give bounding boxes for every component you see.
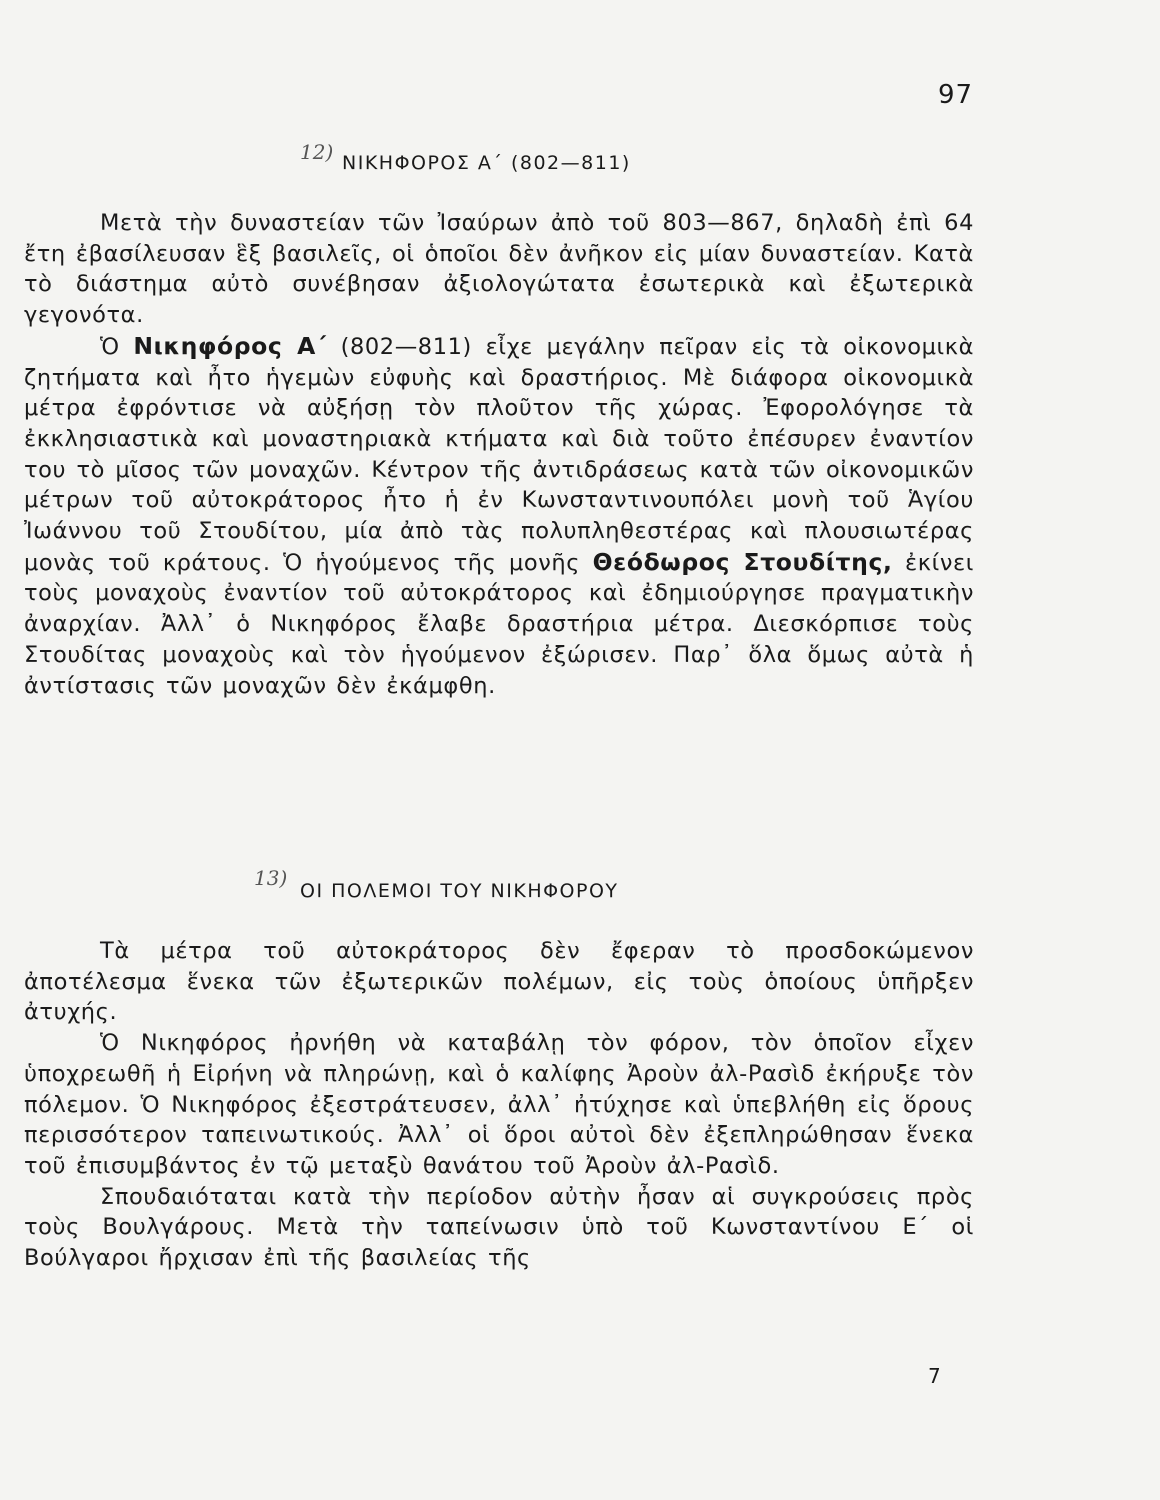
paragraph: Μετὰ τὴν δυναστείαν τῶν Ἰσαύρων ἀπὸ τοῦ 803—867, δηλαδὴ ἐπὶ 64 ἔτη ἐβασίλευσαν ἓξ βασιλεῖς, οἱ ὁποῖοι δὲν ἀνῆκον εἰς μίαν δυναστείαν. Κατὰ τὸ διάστημα αὐτὸ συνέβησαν ἀξιολογώτατα ἐσωτερικὰ καὶ ἐξωτερικὰ γεγονότα. xyxy=(24,210,974,329)
margin-note-13: 13) xyxy=(254,866,288,890)
paragraph: Τὰ μέτρα τοῦ αὐτοκράτορος δὲν ἔφεραν τὸ προσδοκώμενον ἀποτέλεσμα ἕνεκα τῶν ἐξωτερικῶν πολέμων, εἰς τοὺς ὁποίους ὑπῆρξεν ἀτυχής. xyxy=(24,938,974,1026)
paragraph: Σπουδαιόταται κατὰ τὴν περίοδον αὐτὴν ἦσαν αἱ συγκρούσεις πρὸς τοὺς Βουλγάρους. Μετὰ τὴν ταπείνωσιν ὑπὸ τοῦ Κωνσταντίνου Ε΄ οἱ Βούλγαροι ἤρχισαν ἐπὶ τῆς βασιλείας τῆς xyxy=(24,1183,974,1272)
section1-body xyxy=(24,208,974,701)
paragraph-lead: Ὁ xyxy=(100,333,134,360)
paragraph-text: ἐκίνει τοὺς μοναχοὺς ἐναντίον τοῦ αὐτοκράτορος καὶ ἐδημιούργησε πραγματικὴν ἀναρχίαν. Ἀλλ᾽ ὁ Νικηφόρος ἔλαβε δραστήρια μέτρα. Διεσκόρπισε τοὺς Στουδίτας μοναχοὺς καὶ τὸν ἡγούμενον ἐξώρισεν. Παρ᾽ ὅλα ὅμως αὐτὰ ἡ ἀντίστασις τῶν μοναχῶν δὲν ἐκάμφθη. xyxy=(24,549,974,699)
section-title-wars: ΟΙ ΠΟΛΕΜΟΙ ΤΟΥ ΝΙΚΗΦΟΡΟΥ xyxy=(300,880,619,902)
margin-note-12: 12) xyxy=(300,140,334,164)
emphasis-name: Θεόδωρος Στουδίτης, xyxy=(592,547,893,576)
paragraph-text: (802—811) εἶχε μεγάλην πεῖραν εἰς τὰ οἰκονομικὰ ζητήματα καὶ ἦτο ἡγεμὼν εὐφυὴς καὶ δραστήριος. Μὲ διάφορα οἰκονομικὰ μέτρα ἐφρόντισε νὰ αὐξήσῃ τὸν πλοῦτον τῆς χώρας. Ἐφορολόγησε τὰ ἐκκλησιαστικὰ καὶ μοναστηριακὰ κτήματα καὶ διὰ τοῦτο ἐπέσυρεν ἐναντίον του τὸ μῖσος τῶν μοναχῶν. Κέντρον τῆς ἀντιδράσεως κατὰ τῶν οἰκονομικῶν μέτρων τοῦ αὐτοκράτορος ἦτο ἡ ἐν Κωνσταντινουπόλει μονὴ τοῦ Ἁγίου Ἰωάννου τοῦ Στουδίτου, μία ἀπὸ τὰς πολυπληθεστέρας καὶ πλουσιωτέρας μονὰς τοῦ κράτους. Ὁ ἡγούμενος τῆς μονῆς xyxy=(24,333,974,576)
section2-body xyxy=(24,936,974,1274)
paragraph xyxy=(24,331,974,701)
page-number: 97 xyxy=(938,80,974,110)
emphasis-name: Νικηφόρος Α΄ xyxy=(133,331,327,360)
paragraph: Ὁ Νικηφόρος ἠρνήθη νὰ καταβάλῃ τὸν φόρον, τὸν ὁποῖον εἶχεν ὑποχρεωθῆ ἡ Εἰρήνη νὰ πληρώνῃ, καὶ ὁ καλίφης Ἀροὺν ἀλ-Ρασὶδ ἐκήρυξε τὸν πόλεμον. Ὁ Νικηφόρος ἐξεστράτευσεν, ἀλλ᾽ ἠτύχησε καὶ ὑπεβλήθη εἰς ὅρους περισσότερον ταπεινωτικούς. Ἀλλ᾽ οἱ ὅροι αὐτοὶ δὲν ἐξεπληρώθησαν ἕνεκα τοῦ ἐπισυμβάντος ἐν τῷ μεταξὺ θανάτου τοῦ Ἀροὺν ἀλ-Ρασὶδ. xyxy=(24,1030,974,1179)
signature-mark: 7 xyxy=(928,1364,941,1388)
section-title-nikiforos: ΝΙΚΗΦΟΡΟΣ Α΄ (802—811) xyxy=(342,152,631,174)
